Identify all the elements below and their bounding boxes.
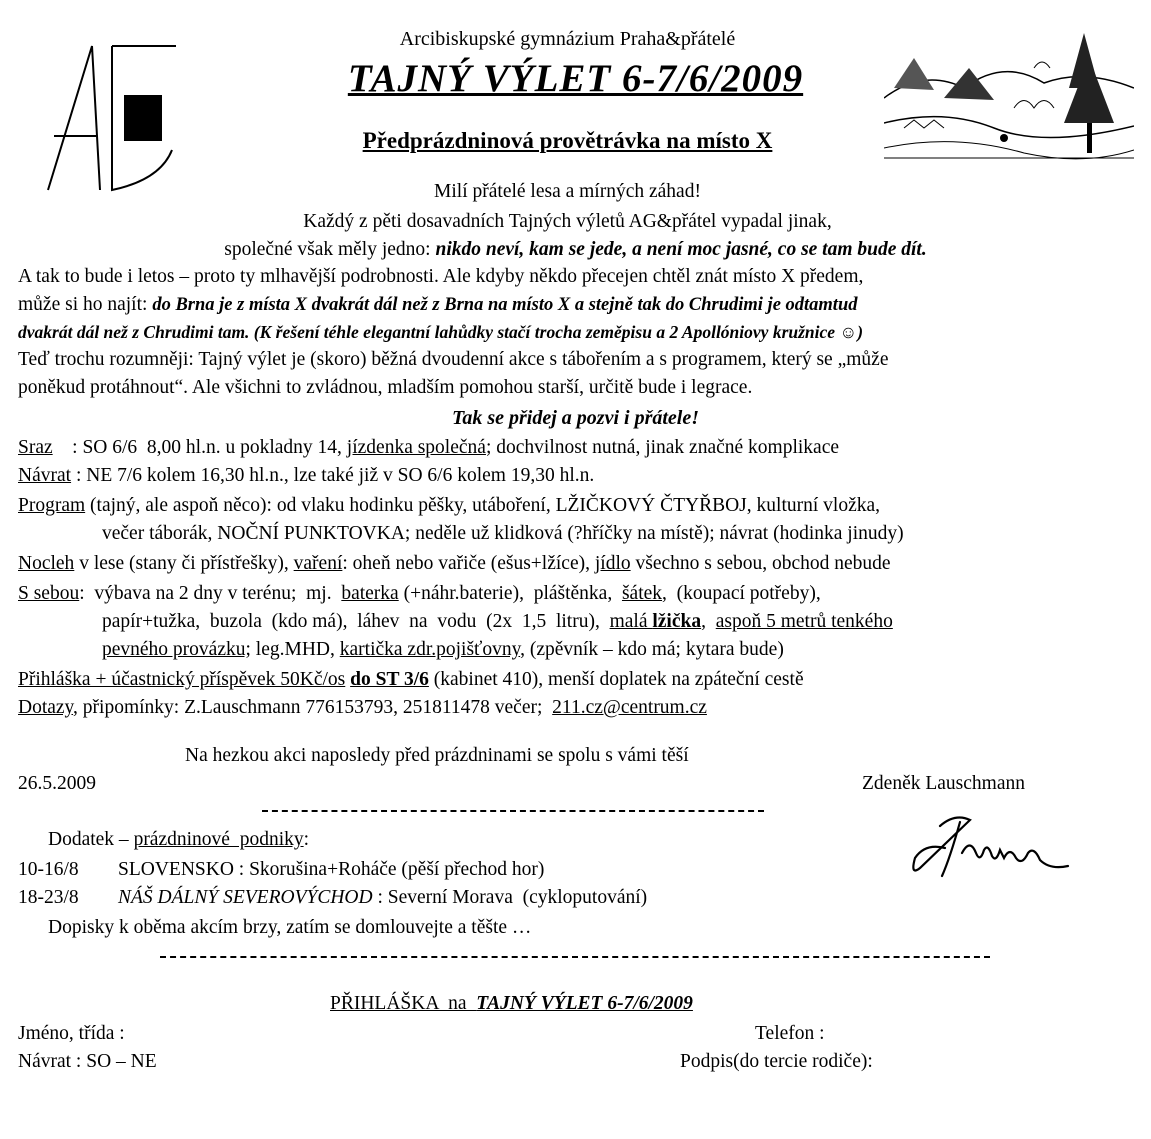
form-sign-label: Podpis(do tercie rodiče): (680, 1051, 873, 1072)
intro-line-7: Teď trochu rozumněji: Tajný výlet je (skoro) běžná dvoudenní akce s tábořením a s programem, který se „může (18, 349, 889, 370)
intro-line-5: může si ho najít: do Brna je z místa X dvakrát dál než z Brna na místo X a stejně tak do Chrudimi je odtamtud (18, 294, 858, 315)
intro-line-4: A tak to bude i letos – proto ty mlhavější podrobnosti. Ale kdyby někdo přecejen chtěl znát místo X předem, (18, 266, 864, 287)
detail-ssebou-3: pevného provázku; leg.MHD, kartička zdr.pojišťovny, (zpěvník – kdo má; kytara bude) (102, 639, 784, 660)
detail-program-2: večer táborák, NOČNÍ PUNKTOVKA; neděle už klidková (?hříčky na místě); návrat (hodinka jinudy) (102, 523, 904, 544)
addendum-heading: Dodatek – prázdninové podniky: (48, 829, 310, 850)
detail-nocleh: Nocleh v lese (stany či přístřešky), vaření: oheň nebo vařiče (ešus+lžíce), jídlo všechno s sebou, obchod nebude (18, 553, 891, 574)
trip-2: 18-23/8 NÁŠ DÁLNÝ SEVEROVÝCHOD : Severní Morava (cykloputování) (18, 887, 648, 908)
addendum-note: Dopisky k oběma akcím brzy, zatím se domlouvejte a těšte … (48, 917, 532, 938)
detail-ssebou-2: papír+tužka, buzola (kdo má), láhev na vodu (2x 1,5 litru), malá lžička, aspoň 5 metrů tenkého (102, 611, 893, 632)
closing-text: Na hezkou akci naposledy před prázdninami se spolu s vámi těší (185, 745, 689, 766)
page-subtitle: Předprázdninová provětrávka na místo X (362, 128, 773, 153)
form-phone-label: Telefon : (755, 1023, 825, 1044)
intro-greeting: Milí přátelé lesa a mírných záhad! (434, 181, 701, 202)
trip-1: 10-16/8 SLOVENSKO : Skorušina+Roháče (pěší přechod hor) (18, 859, 545, 880)
slogan: Tak se přidej a pozvi i přátele! (451, 407, 700, 429)
form-name-label: Jméno, třída : (18, 1023, 125, 1044)
detail-sraz: Sraz : SO 6/6 8,00 hl.n. u pokladny 14, jízdenka společná; dochvilnost nutná, jinak značné komplikace (18, 437, 840, 458)
detail-prihlaska: Přihláška + účastnický příspěvek 50Kč/os do ST 3/6 (kabinet 410), menší doplatek na zpáteční cestě (18, 669, 804, 690)
handwritten-signature (900, 808, 1080, 888)
detail-navrat: Návrat : NE 7/6 kolem 16,30 hl.n., lze také již v SO 6/6 kolem 19,30 hl.n. (18, 465, 595, 486)
email-link[interactable]: 211.cz@centrum.cz (552, 697, 707, 718)
intro-line-8: poněkud protáhnout“. Ale všichni to zvládnou, mladším pomohou starší, určitě bude i legrace. (18, 377, 753, 398)
detail-program: Program (tajný, ale aspoň něco): od vlaku hodinku pěšky, utáboření, LŽIČKOVÝ ČTYŘBOJ, kulturní vložka, (18, 495, 881, 516)
detail-ssebou: S sebou: výbava na 2 dny v terénu; mj. baterka (+náhr.baterie), pláštěnka, šátek, (koupací potřeby), (18, 583, 821, 604)
school-name: Arcibiskupské gymnázium Praha&přátelé (399, 28, 736, 50)
form-return-label: Návrat : SO – NE (18, 1051, 157, 1072)
page-title: TAJNÝ VÝLET 6-7/6/2009 (347, 57, 804, 100)
closing-date: 26.5.2009 (18, 773, 96, 794)
intro-line-2: Každý z pěti dosavadních Tajných výletů AG&přátel vypadal jinak, (303, 211, 832, 232)
form-title: PŘIHLÁŠKA na TAJNÝ VÝLET 6-7/6/2009 (330, 993, 693, 1014)
closing-name: Zdeněk Lauschmann (862, 773, 1025, 794)
divider-2 (160, 956, 990, 958)
intro-line-3: společné však měly jedno: nikdo neví, kam se jede, a není moc jasné, co se tam bude dít. (224, 239, 927, 260)
divider-1 (262, 810, 764, 812)
detail-dotazy: Dotazy, připomínky: Z.Lauschmann 776153793, 251811478 večer; 211.cz@centrum.cz (18, 697, 707, 718)
intro-line-6: dvakrát dál než z Chrudimi tam. (K řešení téhle elegantní lahůdky stačí trocha zeměpisu a 2 Apollóniovy kružnice ☺) (18, 322, 864, 342)
